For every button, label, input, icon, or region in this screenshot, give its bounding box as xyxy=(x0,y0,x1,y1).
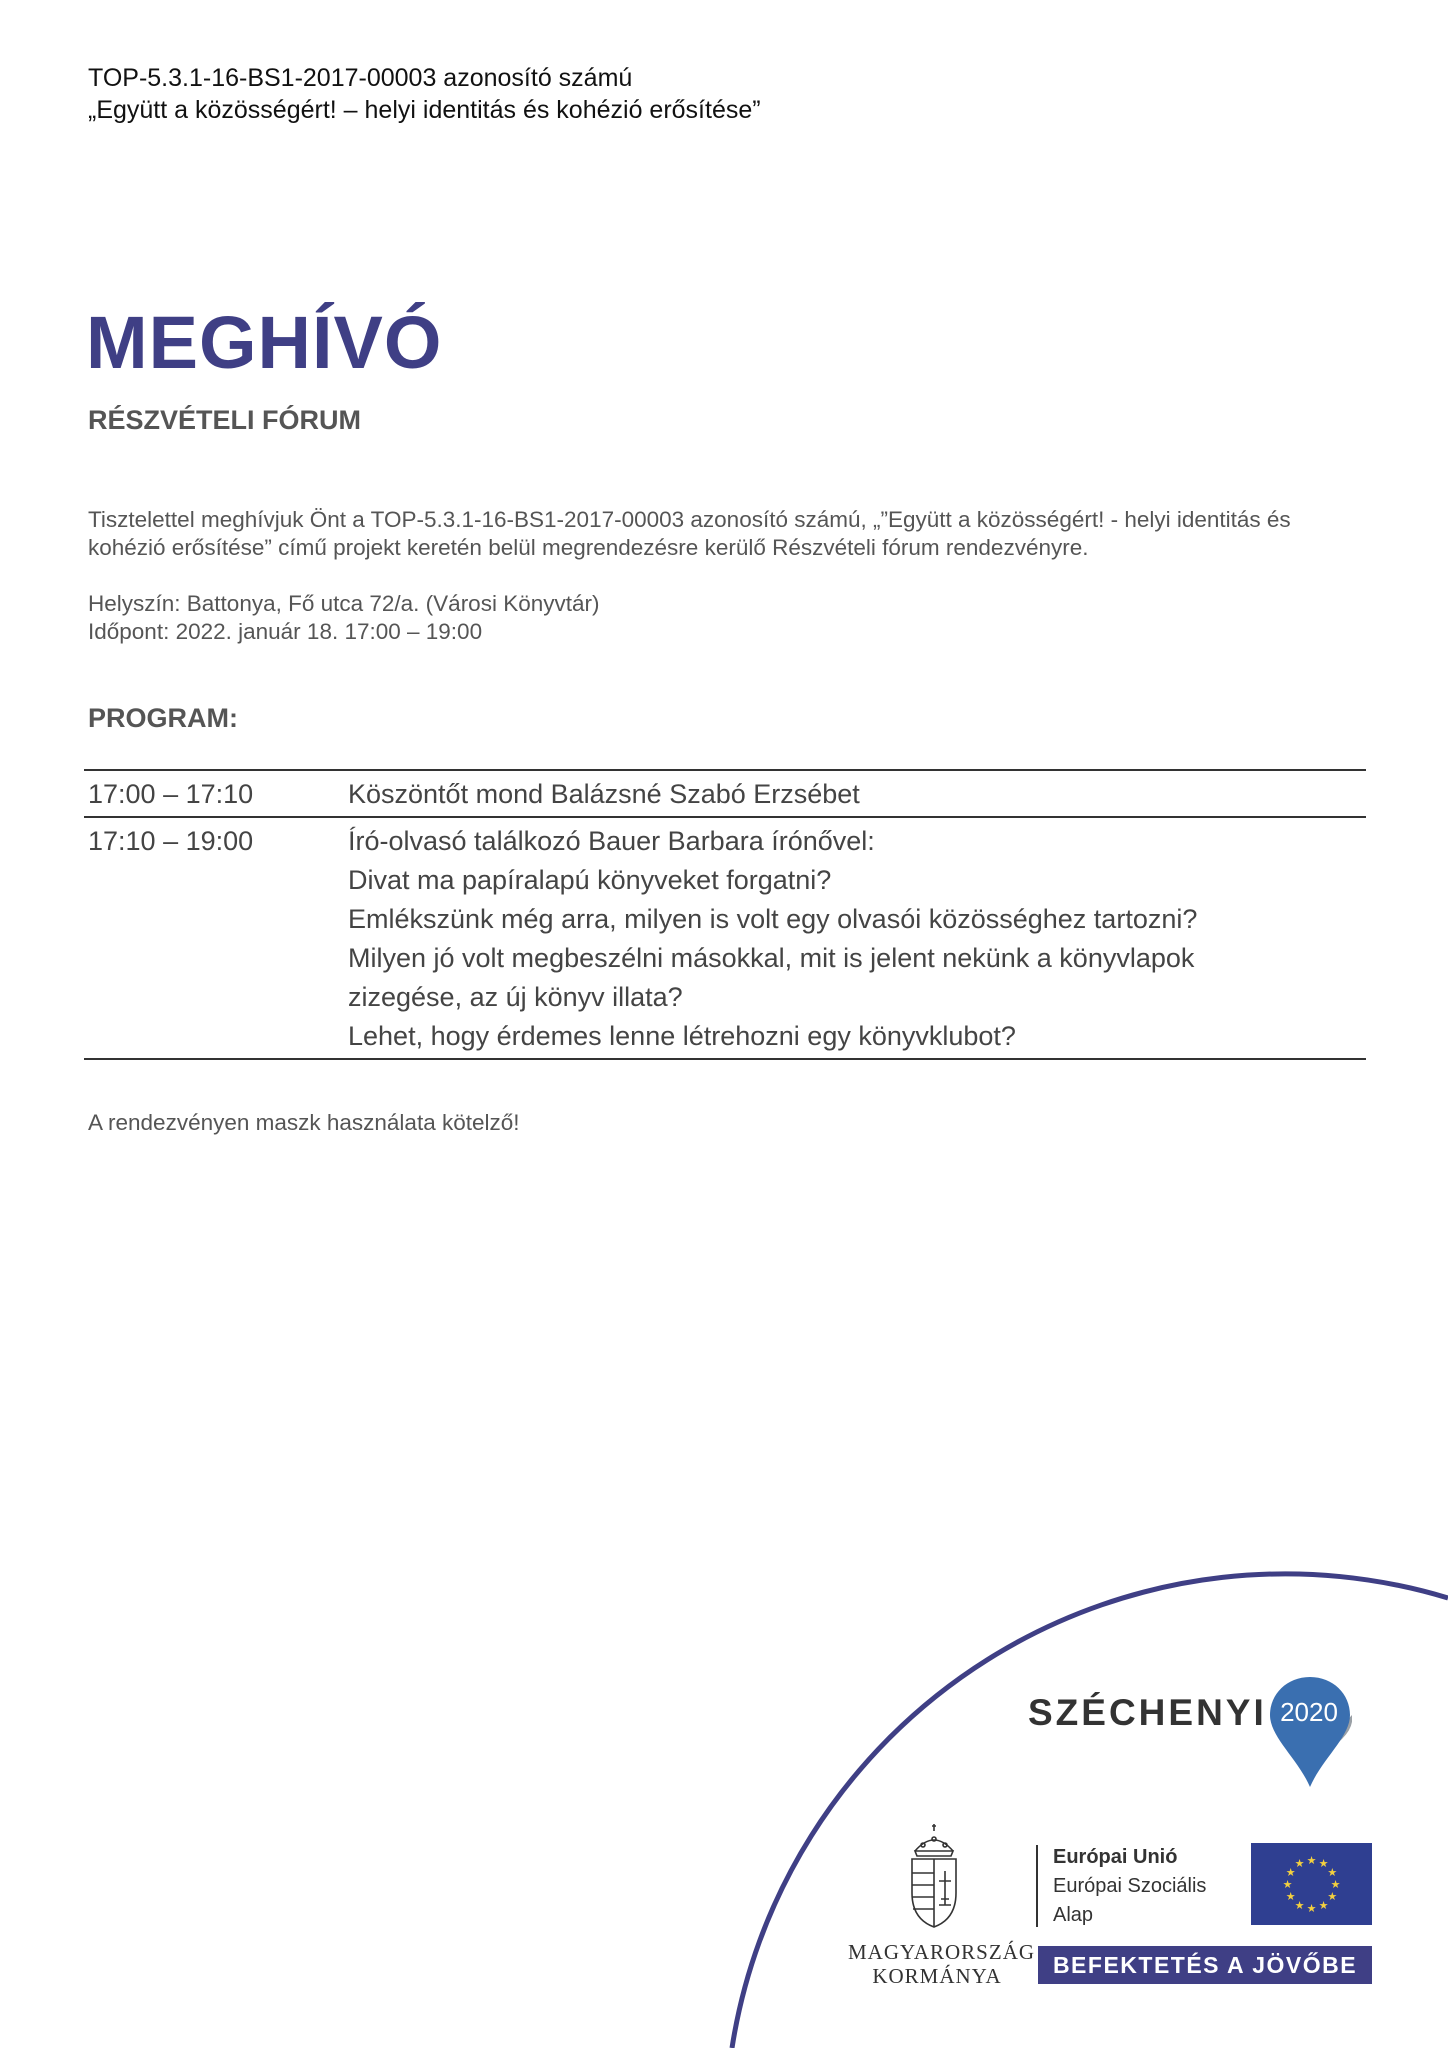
mask-note: A rendezvényen maszk használata kötelző! xyxy=(88,1110,520,1135)
program-time: 17:00 – 17:10 xyxy=(88,779,254,809)
eu-line-1: Európai Unió xyxy=(1053,1846,1178,1868)
page-subtitle: RÉSZVÉTELI FÓRUM xyxy=(88,405,362,435)
program-line: Emlékszünk még arra, milyen is volt egy olvasói közösséghez tartozni? xyxy=(348,904,1198,934)
venue-location: Helyszín: Battonya, Fő utca 72/a. (Városi Könyvtár) xyxy=(88,591,600,616)
eu-line-3: Alap xyxy=(1053,1904,1094,1926)
eu-star: ★ xyxy=(1306,1903,1317,1915)
header-line-1: TOP-5.3.1-16-BS1-2017-00003 azonosító számú xyxy=(88,64,633,92)
gov-line-1: MAGYARORSZÁG xyxy=(848,1940,1036,1964)
eu-star: ★ xyxy=(1330,1879,1341,1891)
eu-star: ★ xyxy=(1294,1858,1305,1871)
eu-star: ★ xyxy=(1306,1855,1317,1867)
map-pin-icon xyxy=(1268,1675,1352,1793)
eu-divider xyxy=(1036,1845,1038,1927)
eu-star: ★ xyxy=(1327,1891,1338,1903)
investment-banner: BEFEKTETÉS A JÖVŐBE xyxy=(1038,1946,1372,1984)
program-time: 17:10 – 19:00 xyxy=(88,826,254,856)
intro-paragraph: Tisztelettel meghívjuk Önt a TOP-5.3.1-16-BS1-2017-00003 azonosító számú, „”Együtt a közösségért! - helyi identitás és kohézió erősítése” című projekt keretén belül megrendezésre kerülő Részvételi fórum rendezvényre. xyxy=(88,507,1291,560)
program-line: Divat ma papíralapú könyveket forgatni? xyxy=(348,865,832,895)
venue-time: Időpont: 2022. január 18. 17:00 – 19:00 xyxy=(88,619,483,644)
page-title: MEGHÍVÓ xyxy=(86,301,443,384)
eu-star: ★ xyxy=(1285,1867,1296,1879)
government-logo-text xyxy=(848,1940,1036,1988)
coat-of-arms-icon xyxy=(905,1823,963,1931)
program-heading: PROGRAM: xyxy=(88,703,238,733)
eu-star: ★ xyxy=(1327,1867,1338,1879)
eu-star: ★ xyxy=(1318,1858,1329,1871)
eu-flag-icon xyxy=(1251,1843,1372,1925)
program-line: Milyen jó volt megbeszélni másokkal, mit is jelent nekünk a könyvlapok xyxy=(348,943,1195,973)
eu-star: ★ xyxy=(1282,1879,1293,1891)
eu-logo-text xyxy=(1053,1843,1206,1930)
eu-star: ★ xyxy=(1285,1891,1296,1903)
eu-star: ★ xyxy=(1294,1899,1305,1912)
logo-year: 2020 xyxy=(1280,1697,1338,1727)
eu-line-2: Európai Szociális xyxy=(1053,1875,1207,1897)
program-line: Köszöntőt mond Balázsné Szabó Erzsébet xyxy=(348,779,860,809)
program-line: Lehet, hogy érdemes lenne létrehozni egy könyvklubot? xyxy=(348,1021,1016,1051)
eu-star: ★ xyxy=(1318,1899,1329,1912)
header-line-2: „Együtt a közösségért! – helyi identitás és kohézió erősítése” xyxy=(88,96,761,124)
program-line: zizegése, az új könyv illata? xyxy=(348,982,683,1012)
szechenyi-logo-text: SZÉCHENYI xyxy=(1028,1692,1267,1733)
program-line: Író-olvasó találkozó Bauer Barbara írónővel: xyxy=(348,826,875,856)
gov-line-2: KORMÁNYA xyxy=(872,1964,1002,1988)
